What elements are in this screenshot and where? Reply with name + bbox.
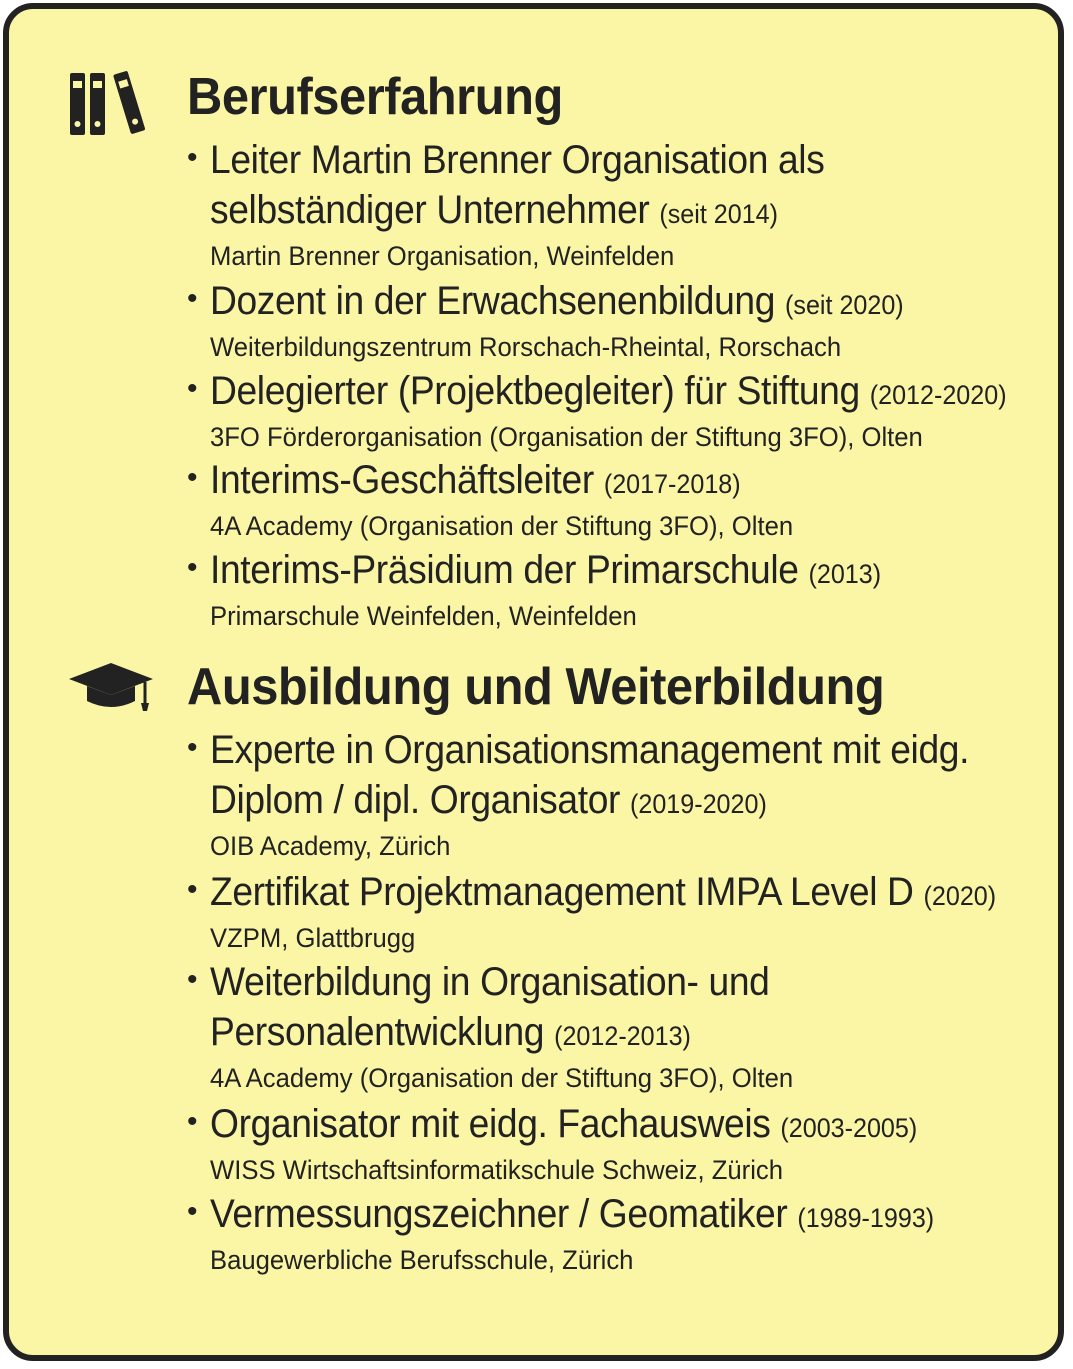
entry-title: Vermessungszeichner / Geomatiker — [210, 1192, 788, 1236]
section-title: Berufserfahrung — [187, 68, 563, 126]
binders-icon — [67, 69, 151, 141]
list-item: • Organisator mit eidg. Fachausweis (2003-2005) WISS Wirtschaftsinformatikschule Schweiz, Zürich — [187, 1099, 1067, 1187]
list-item: • Vermessungszeichner / Geomatiker (1989-1993) Baugewerbliche Berufsschule, Zürich — [187, 1189, 1067, 1277]
entry-years: (2013) — [808, 559, 882, 589]
entry-organization: 4A Academy (Organisation der Stiftung 3FO), Olten — [210, 511, 794, 541]
entry-years: (2012-2013) — [554, 1021, 691, 1051]
list-item: • Weiterbildung in Organisation- und Personalentwicklung (2012-2013) 4A Academy (Organisation der Stiftung 3FO), Olten — [187, 957, 1067, 1095]
entry-title: Dozent in der Erwachsenenbildung — [210, 279, 776, 323]
entry-title: Zertifikat Projektmanagement IMPA Level D — [210, 870, 914, 914]
entry-organization: Martin Brenner Organisation, Weinfelden — [210, 241, 675, 271]
entry-title: Weiterbildung in Organisation- und Personalentwicklung — [210, 960, 770, 1054]
graduation-cap-icon — [67, 659, 155, 715]
entry-years: (2012-2020) — [869, 380, 1007, 410]
entry-title: Organisator mit eidg. Fachausweis — [210, 1102, 771, 1146]
entry-years: (2017-2018) — [603, 469, 741, 499]
list-item: • Experte in Organisationsmanagement mit eidg. Diplom / dipl. Organisator (2019-2020) OIB Academy, Zürich — [187, 725, 1067, 863]
entry-title: Interims-Geschäftsleiter — [210, 458, 594, 502]
entry-organization: Weiterbildungszentrum Rorschach-Rheintal, Rorschach — [210, 332, 842, 362]
entry-organization: WISS Wirtschaftsinformatikschule Schweiz, Zürich — [210, 1155, 783, 1185]
entry-organization: OIB Academy, Zürich — [210, 831, 451, 861]
entry-title: Interims-Präsidium der Primarschule — [210, 548, 799, 592]
entry-title: Experte in Organisationsmanagement mit eidg. Diplom / dipl. Organisator — [210, 728, 970, 822]
list-item: • Dozent in der Erwachsenenbildung (seit 2020) Weiterbildungszentrum Rorschach-Rheintal, Rorschach — [187, 276, 1067, 364]
entry-years: (2020) — [923, 881, 997, 911]
entry-organization: 3FO Förderorganisation (Organisation der Stiftung 3FO), Olten — [210, 422, 923, 452]
entry-years: (2003-2005) — [780, 1113, 918, 1143]
list-item: • Interims-Geschäftsleiter (2017-2018) 4A Academy (Organisation der Stiftung 3FO), Olten — [187, 455, 1067, 543]
entry-years: (seit 2020) — [785, 290, 904, 320]
entry-organization: Primarschule Weinfelden, Weinfelden — [210, 601, 637, 631]
entry-organization: Baugewerbliche Berufsschule, Zürich — [210, 1245, 634, 1275]
entry-years: (1989-1993) — [797, 1203, 935, 1233]
entry-organization: 4A Academy (Organisation der Stiftung 3FO), Olten — [210, 1063, 794, 1093]
entry-organization: VZPM, Glattbrugg — [210, 923, 416, 953]
list-item: • Interims-Präsidium der Primarschule (2013) Primarschule Weinfelden, Weinfelden — [187, 545, 1067, 633]
list-item: • Zertifikat Projektmanagement IMPA Level D (2020) VZPM, Glattbrugg — [187, 867, 1067, 955]
entry-title: Delegierter (Projektbegleiter) für Stiftung — [210, 369, 860, 413]
entry-title: Leiter Martin Brenner Organisation als selbständiger Unternehmer — [210, 138, 825, 232]
cv-card — [3, 3, 1064, 1361]
list-item: • Delegierter (Projektbegleiter) für Stiftung (2012-2020) 3FO Förderorganisation (Organisation der Stiftung 3FO), Olten — [187, 366, 1067, 454]
entry-years: (seit 2014) — [659, 199, 779, 229]
list-item: • Leiter Martin Brenner Organisation als selbständiger Unternehmer (seit 2014) Martin Brenner Organisation, Weinfelden — [187, 135, 1067, 273]
entry-years: (2019-2020) — [629, 789, 767, 819]
section-title: Ausbildung und Weiterbildung — [187, 658, 885, 716]
